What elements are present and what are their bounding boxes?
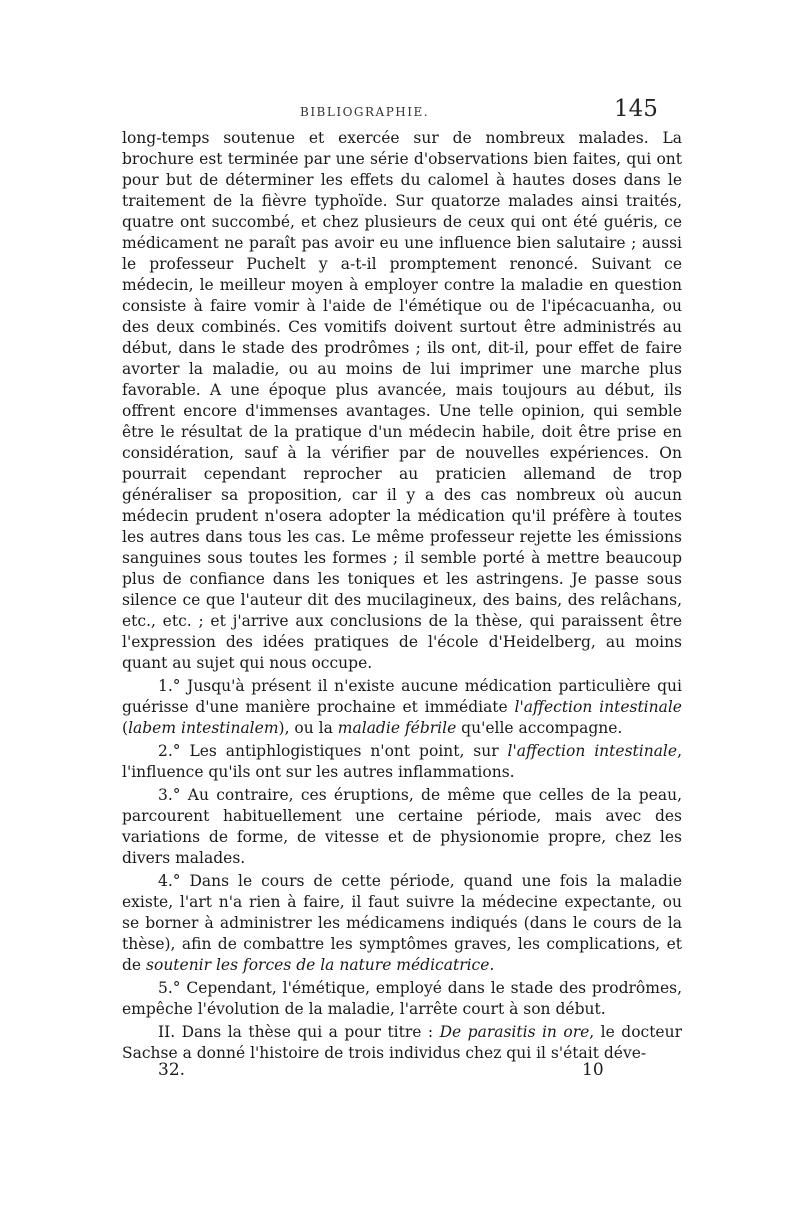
conclusion-4-italic: soutenir les forces de la nature médicatrice. bbox=[146, 956, 495, 974]
conclusion-3-text: Au contraire, ces éruptions, de même que celles de la peau, parcourent habituellement une certaine période, mais avec des variations de forme, de vitesse et de physionomie propre, chez les divers malades. bbox=[122, 786, 682, 867]
conclusion-1-text-a: Jusqu'à présent il n'existe aucune médication particulière qui guérisse d'une manière prochaine et immédiate bbox=[122, 677, 682, 716]
conclusion-2-number: 2.° bbox=[158, 742, 181, 760]
conclusion-5-number: 5.° bbox=[158, 979, 181, 997]
conclusion-1-text-c: ), ou la bbox=[278, 719, 338, 737]
page-header bbox=[0, 96, 800, 126]
conclusion-5 bbox=[122, 978, 682, 1020]
conclusion-5-text: Cependant, l'émétique, employé dans le stade des prodrômes, empêche l'évolution de la maladie, l'arrête court à son début. bbox=[122, 979, 682, 1018]
conclusion-3-number: 3.° bbox=[158, 786, 181, 804]
conclusion-1-text-d: qu'elle accompagne. bbox=[456, 719, 623, 737]
conclusion-2 bbox=[122, 741, 682, 783]
conclusion-1-italic-c: maladie fébrile bbox=[337, 719, 457, 737]
section-2-text-a: II. Dans la thèse qui a pour titre : bbox=[158, 1023, 440, 1041]
section-2-paragraph bbox=[122, 1022, 682, 1064]
conclusion-1-italic-a: l'affection intestinale bbox=[514, 698, 682, 716]
conclusion-4 bbox=[122, 871, 682, 976]
conclusion-1-text-b: ( bbox=[122, 719, 129, 737]
conclusion-4-number: 4.° bbox=[158, 872, 181, 890]
page-body bbox=[122, 128, 682, 1064]
conclusion-3 bbox=[122, 785, 682, 869]
running-head: BIBLIOGRAPHIE. bbox=[300, 105, 430, 119]
signature-mark: 32. bbox=[158, 1060, 186, 1080]
conclusion-1-number: 1.° bbox=[158, 677, 181, 695]
conclusion-2-italic-a: l'affection intestinale bbox=[507, 742, 678, 760]
page-number: 145 bbox=[614, 96, 658, 122]
sheet-number: 10 bbox=[582, 1060, 604, 1080]
conclusion-1-italic-b: labem intestinalem bbox=[128, 719, 279, 737]
conclusion-2-text-a: Les antiphlogistiques n'ont point, sur bbox=[180, 742, 508, 760]
section-2-italic-title: De parasitis in ore bbox=[439, 1023, 590, 1041]
paragraph-continuation: long-temps soutenue et exercée sur de nombreux malades. La brochure est terminée par une série d'observations bien faites, qui ont pour but de déterminer les effets du calomel à hautes doses dans le traitement de la fièvre typhoïde. Sur quatorze malades ainsi traités, quatre ont succombé, et chez plusieurs de ceux qui ont été guéris, ce médicament ne paraît pas avoir eu une influence bien salutaire ; aussi le professeur Puchelt y a-t-il promptement renoncé. Suivant ce médecin, le meilleur moyen à employer contre la maladie en question consiste à faire vomir à l'aide de l'émétique ou de l'ipécacuanha, ou des deux combinés. Ces vomitifs doivent surtout être administrés au début, dans le stade des prodrômes ; ils ont, dit-il, pour effet de faire avorter la maladie, ou au moins de lui imprimer une marche plus favorable. A une époque plus avancée, mais toujours au début, ils offrent encore d'immenses avantages. Une telle opinion, qui semble être le résultat de la pratique d'un médecin habile, doit être prise en considération, sauf à la vérifier par de nouvelles expériences. On pourrait cependant reprocher au praticien allemand de trop généraliser sa proposition, car il y a des cas nombreux où aucun médecin prudent n'osera adopter la médication qu'il préfère à toutes les autres dans tous les cas. Le même professeur rejette les émissions sanguines sous toutes les formes ; il semble porté à mettre beaucoup plus de confiance dans les toniques et les astringens. Je passe sous silence ce que l'auteur dit des mucilagineux, des bains, des relâchans, etc., etc. ; et j'arrive aux conclusions de la thèse, qui paraissent être l'expression des idées pratiques de l'école d'Heidelberg, au moins quant au sujet qui nous occupe. bbox=[122, 129, 682, 672]
conclusion-1 bbox=[122, 676, 682, 739]
page-footer bbox=[122, 1060, 682, 1084]
section-2-text-b: , le docteur Sachse a donné l'histoire de trois individus chez qui il s'était déve- bbox=[122, 1023, 682, 1062]
conclusion-4-text: Dans le cours de cette période, quand une fois la maladie existe, l'art n'a rien à faire, il faut suivre la médecine expectante, ou se borner à administrer les médicamens indiqués (dans le cours de la thèse), afin de combattre les symptômes graves, les complications, et de bbox=[122, 872, 682, 974]
conclusion-2-text-b: , l'influence qu'ils ont sur les autres inflammations. bbox=[122, 742, 683, 781]
